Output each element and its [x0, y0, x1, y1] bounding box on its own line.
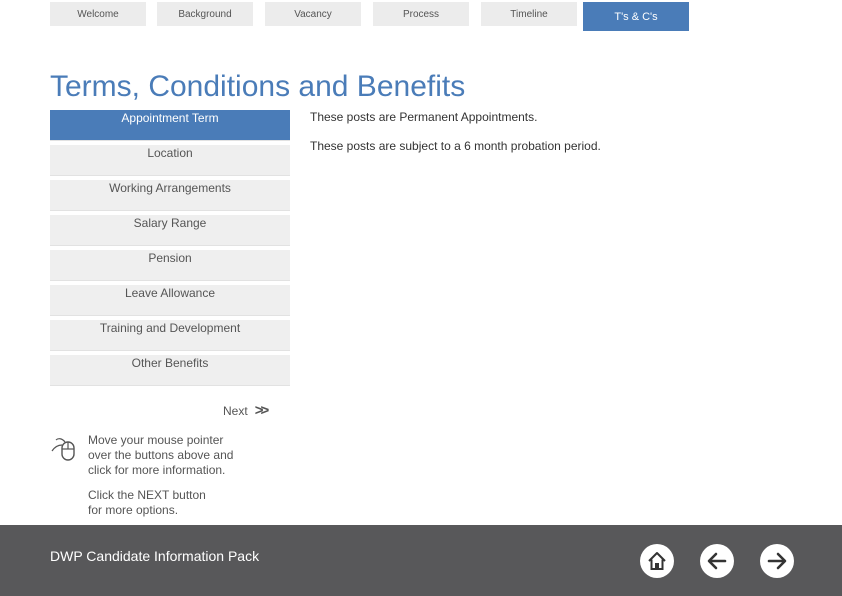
- home-icon: [646, 550, 668, 572]
- tab-timeline[interactable]: Timeline: [481, 2, 577, 26]
- content-line-2: These posts are subject to a 6 month probation period.: [310, 139, 601, 153]
- menu-salary-range[interactable]: Salary Range: [50, 215, 290, 246]
- menu-training-and-development[interactable]: Training and Development: [50, 320, 290, 351]
- content-line-1: These posts are Permanent Appointments.: [310, 110, 538, 124]
- tab-ts-and-cs[interactable]: T's & C's: [583, 2, 689, 31]
- tab-vacancy[interactable]: Vacancy: [265, 2, 361, 26]
- page-title: Terms, Conditions and Benefits: [50, 70, 466, 103]
- menu-appointment-term[interactable]: Appointment Term: [50, 110, 290, 141]
- menu-leave-allowance[interactable]: Leave Allowance: [50, 285, 290, 316]
- next-help-text: [88, 488, 206, 518]
- menu-other-benefits[interactable]: Other Benefits: [50, 355, 290, 386]
- double-chevron-right-icon: >>: [254, 402, 267, 419]
- mouse-pointer-icon: [50, 436, 78, 462]
- next-button[interactable]: [223, 402, 266, 419]
- mouse-help-line-2: over the buttons above and: [88, 448, 234, 462]
- mouse-help-line-1: Move your mouse pointer: [88, 433, 224, 447]
- footer: [0, 525, 842, 596]
- footer-title: DWP Candidate Information Pack: [50, 548, 260, 564]
- menu-working-arrangements[interactable]: Working Arrangements: [50, 180, 290, 211]
- tab-process[interactable]: Process: [373, 2, 469, 26]
- next-help-line-2: for more options.: [88, 503, 179, 517]
- back-button[interactable]: [700, 544, 734, 578]
- arrow-right-icon: [766, 550, 788, 572]
- next-help-line-1: Click the NEXT button: [88, 488, 206, 502]
- top-navigation: [0, 0, 842, 31]
- mouse-help-line-3: click for more information.: [88, 463, 226, 477]
- next-label: Next: [223, 403, 248, 418]
- tab-background[interactable]: Background: [157, 2, 253, 26]
- tab-welcome[interactable]: Welcome: [50, 2, 146, 26]
- menu-location[interactable]: Location: [50, 145, 290, 176]
- mouse-help-text: [88, 433, 233, 478]
- forward-button[interactable]: [760, 544, 794, 578]
- menu-pension[interactable]: Pension: [50, 250, 290, 281]
- arrow-left-icon: [706, 550, 728, 572]
- home-button[interactable]: [640, 544, 674, 578]
